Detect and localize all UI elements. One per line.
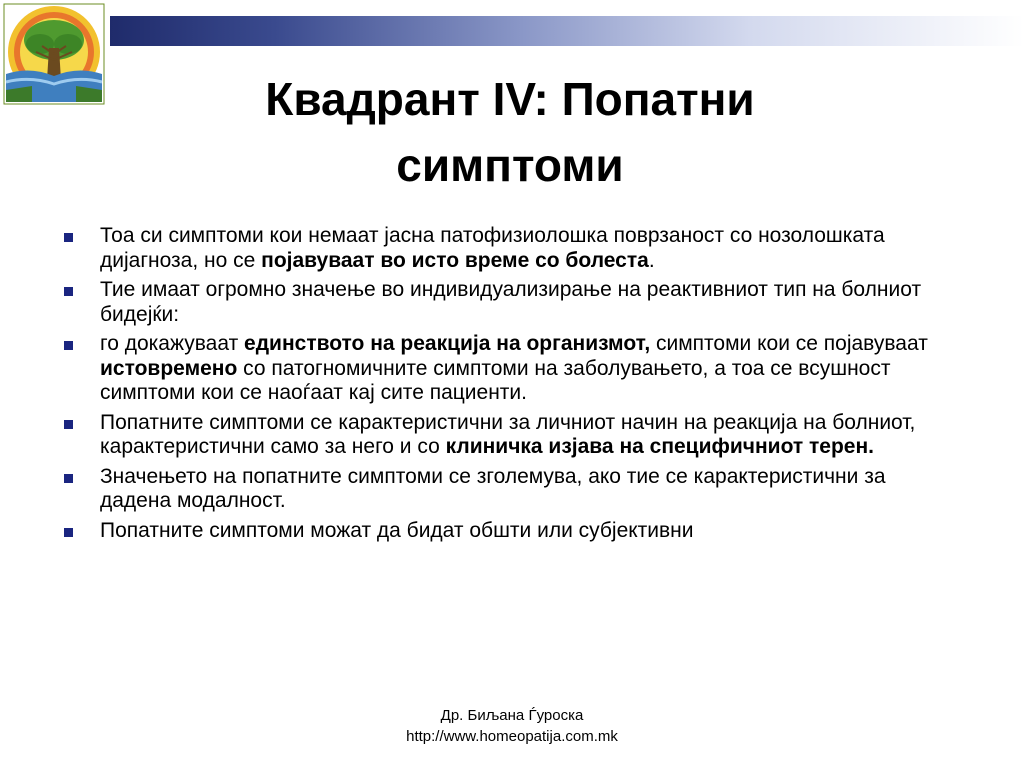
bullet-item-3	[62, 332, 962, 406]
square-bullet-icon	[64, 474, 73, 483]
footer-url[interactable]: http://www.homeopatija.com.mk	[406, 728, 618, 745]
tree-logo-icon	[2, 2, 106, 106]
footer-author: Др. Биљана Ѓуроска	[440, 707, 584, 724]
bullet-5-text: Значењето на попатните симптоми се зголемува, ако тие се карактеристични за дадена модалност.	[100, 464, 886, 512]
bullet-4-bold: клиничка изјава на специфичниот терен.	[445, 435, 874, 458]
bullet-3-text-c: со патогномичните симптоми на заболувањето, а тоа се всушност симптоми кои се наоѓаат кај сите пациенти.	[100, 356, 891, 404]
bullet-3-text-b: симптоми кои се појавуваат	[650, 332, 928, 355]
bullet-item-6	[62, 519, 962, 544]
square-bullet-icon	[64, 233, 73, 242]
bullet-item-5	[62, 465, 962, 514]
slide-title	[110, 66, 910, 198]
bullet-item-4	[62, 411, 962, 460]
slide-footer	[312, 705, 712, 747]
bullet-4-text: Попатните симптоми се карактеристични за личниот начин на реакција на болниот, карактеристични само за него и со	[100, 410, 916, 458]
bullet-6-text: Попатните симптоми можат да бидат обшти или субјективни	[100, 518, 694, 542]
bullet-3-bold-a: единството на реакција на организмот,	[244, 332, 651, 355]
title-line-1: Квадрант IV: Попатни	[265, 73, 755, 125]
bullet-list	[62, 224, 962, 548]
square-bullet-icon	[64, 341, 73, 350]
bullet-item-2	[62, 278, 962, 327]
square-bullet-icon	[64, 287, 73, 296]
bullet-3-bold-b: истовремено	[100, 356, 238, 380]
bullet-1-end: .	[648, 248, 655, 272]
bullet-2-text: Тие имаат огромно значење во индивидуализирање на реактивниот тип на болниот бидејќи:	[100, 278, 922, 326]
square-bullet-icon	[64, 528, 73, 537]
bullet-1-text: Тоа си симптоми кои немаат јасна патофизиолошка поврзаност со нозолошката дијагноза, но се	[100, 224, 885, 272]
bullet-1-bold: појавуваат во исто време со болеста	[261, 248, 649, 272]
square-bullet-icon	[64, 420, 73, 429]
bullet-item-1	[62, 224, 962, 273]
title-line-2: симптоми	[396, 139, 624, 191]
bullet-3-text-a: го докажуваат	[100, 332, 245, 355]
header-gradient-bar	[110, 16, 1024, 46]
